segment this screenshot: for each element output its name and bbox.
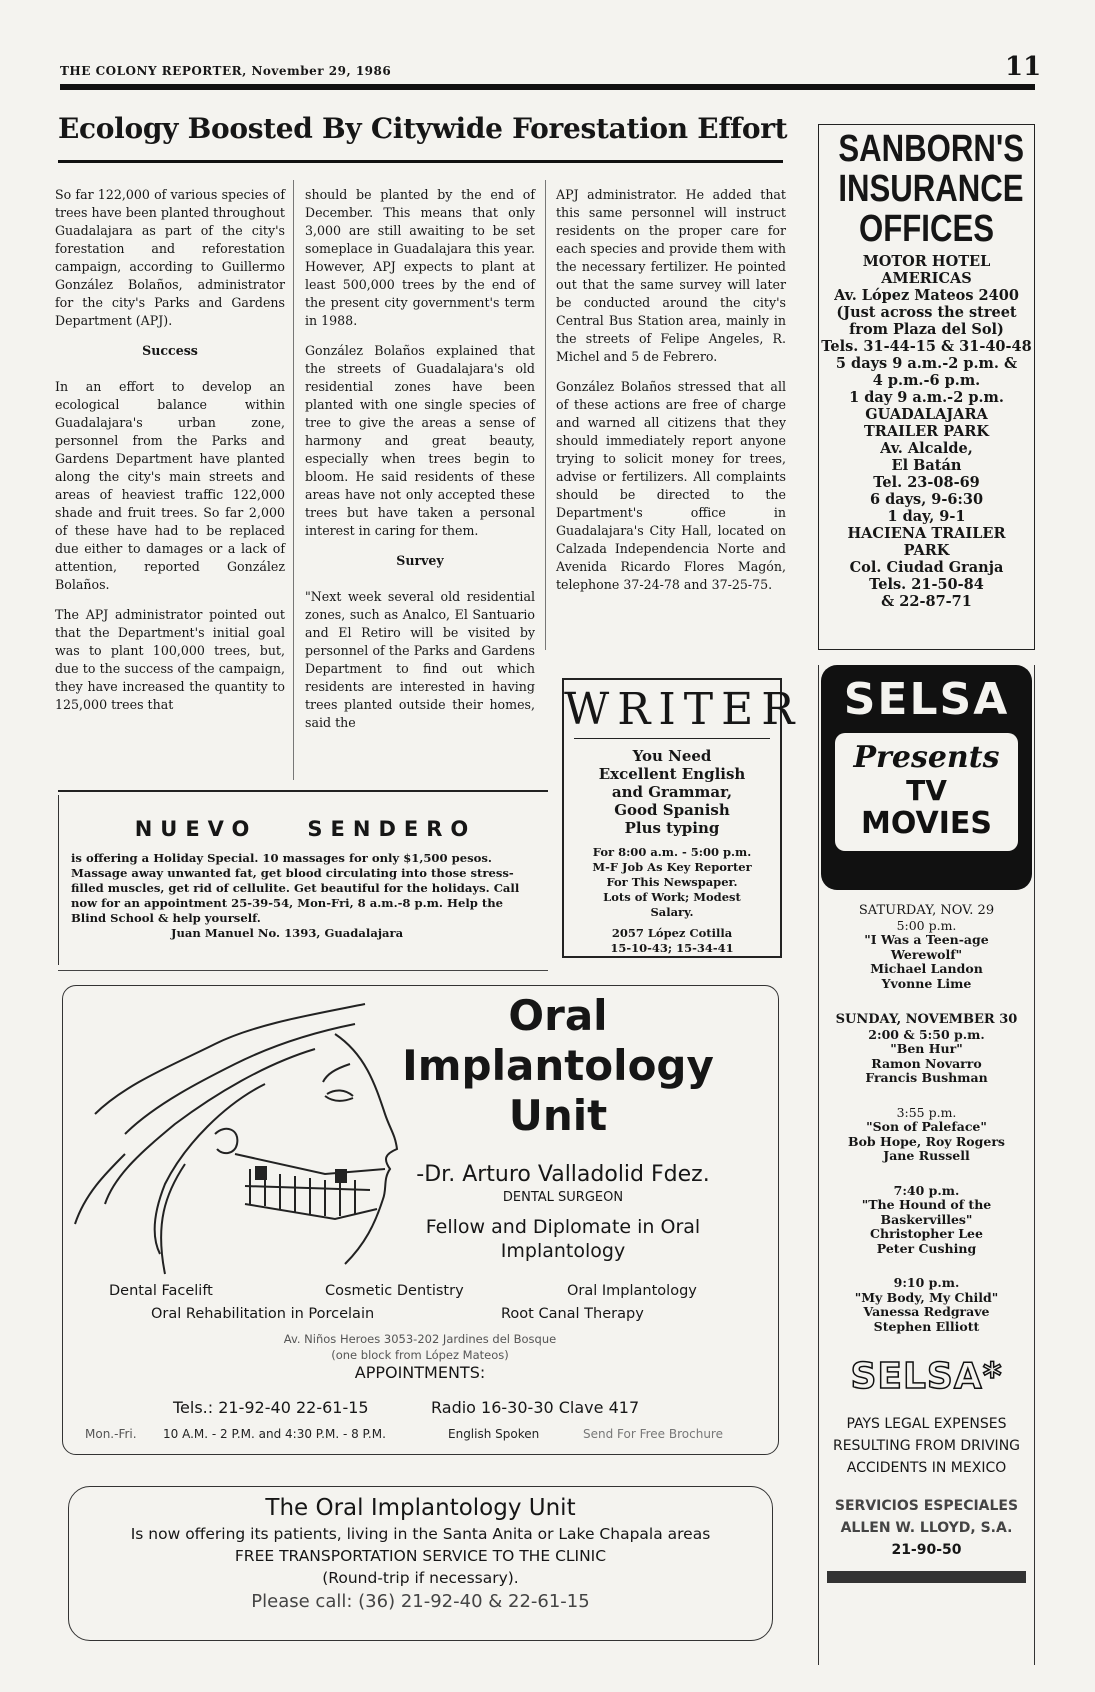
paragraph: González Bolaños stressed that all of these actions are free of charge and warned all citizens that they should immediately report anyone trying to solicit money for trees, advise or fertilizers. All complaints should be directed to the Department's office in Guadalajara's City Hall, located on Calzada Independencia Norte and Avenida Ricardo Flores Magón, telephone 37-24-78 and 37-25-75.: [556, 379, 786, 592]
sanborns-title: SANBORN'S: [838, 128, 1025, 170]
tv-cast: Stephen Elliott: [873, 1318, 980, 1334]
tv-time: 3:55 p.m.: [896, 1104, 957, 1120]
subhead-success: Success: [142, 343, 198, 358]
tv-cast: Francis Bushman: [865, 1070, 988, 1085]
paragraph: should be planted by the end of December. This means that only 3,000 are still awaiting to be set someplace in Guadalajara this year. However, APJ expects to plant at least 500,000 trees by the end of the present city government's term in 1988.: [305, 187, 535, 328]
article-headline: Ecology Boosted By Citywide Forestation Effort: [58, 112, 788, 145]
headline-rule: [58, 160, 783, 163]
service-item: Cosmetic Dentistry: [325, 1283, 464, 1299]
nuevo-sendero-ad: [58, 795, 548, 965]
oral-title: Oral: [508, 991, 608, 1040]
sanborns-title: OFFICES: [858, 208, 995, 250]
paragraph: APJ administrator. He added that this same personnel will instruct residents on the proper care for each species and provide them with the necessary fertilizer. He pointed out that the same survey will later be conducted around the city's Central Bus Station area, mainly in the streets of Felipe Angeles, R. Michel and 5 de Febrero.: [556, 187, 786, 364]
ad-line: 6 days, 9-6:30: [869, 491, 984, 508]
nuevo-body: is offering a Holiday Special. 10 massages for only $1,500 pesos. Massage away unwanted fat, get blood circulating into those stress-filled muscles, get rid of cellulite. Get beautiful for the holidays. Call now for an appointment 25-39-54, Mon-Fri, 8 a.m.-8 p.m. Help the Blind School & help yourself.: [71, 851, 520, 925]
selsa-logo: SELSA: [843, 674, 1010, 725]
oral-doctor-block: [373, 1161, 753, 1263]
ad-line: PARK: [903, 542, 950, 559]
article-column-3: [556, 186, 786, 606]
ad-line: 15-10-43; 15-34-41: [610, 941, 734, 955]
tv-date: SATURDAY, NOV. 29: [858, 903, 995, 918]
ad-line: from Plaza del Sol): [849, 321, 1004, 338]
ad-line: 5 days 9 a.m.-2 p.m. &: [835, 355, 1018, 372]
tv-cast: Yvonne Lime: [881, 975, 972, 991]
oral-contact-block: [63, 1331, 777, 1383]
ad-line: Av. Alcalde,: [880, 440, 973, 457]
nuevo-title: NUEVO: [134, 817, 258, 841]
nuevo-address: Juan Manuel No. 1393, Guadalajara: [171, 926, 404, 940]
oral-implantology-ad: [62, 985, 779, 1455]
divider: [574, 738, 770, 739]
tv-title: "I Was a Teen-age: [864, 932, 989, 947]
service-item: Oral Rehabilitation in Porcelain: [151, 1306, 375, 1322]
oral-address: (one block from López Mateos): [331, 1348, 509, 1362]
bottom-bar: [827, 1571, 1026, 1583]
tv-time: 5:00 p.m.: [896, 917, 957, 933]
sanborns-ad: [818, 124, 1035, 650]
subhead-survey: Survey: [396, 553, 444, 568]
ad-line: Tels. 21-50-84: [869, 576, 984, 593]
column-divider: [545, 180, 546, 650]
selsa-ad: [818, 665, 1035, 1665]
paragraph: González Bolaños explained that the streets of Guadalajara's old residential zones have been planted with one single species of tree to give the areas a sense of harmony and great beauty, especially when trees begin to bloom. He said residents of these areas have not only accepted these trees but have taken a personal interest in caring for them.: [305, 343, 535, 538]
tv-title: Baskervilles": [880, 1211, 973, 1227]
tv-cast: Michael Landon: [870, 961, 983, 976]
movies-text: MOVIES: [860, 806, 993, 841]
column-divider: [293, 180, 294, 780]
ad-line: Col. Ciudad Granja: [849, 559, 1004, 576]
nuevo-title: SENDERO: [307, 817, 477, 841]
nuevo-title-row: [71, 817, 540, 841]
brochure-note: Send For Free Brochure: [583, 1427, 723, 1441]
oral-hours: 10 A.M. - 2 P.M. and 4:30 P.M. - 8 P.M.: [163, 1427, 386, 1441]
english-spoken: English Spoken: [448, 1427, 540, 1441]
transport-title: The Oral Implantology Unit: [265, 1495, 576, 1521]
ad-line: M-F Job As Key Reporter: [592, 860, 752, 874]
tv-cast: Vanessa Redgrave: [863, 1304, 990, 1319]
paragraph: In an effort to develop an ecological balance within Guadalajara's urban zone, personnel from the Parks and Gardens Department have planted along the city's main streets and areas of heaviest traffic 122,000 shade and fruit trees. So far 2,000 of these have had to be replaced due either to damages or a lack of attention, reported González Bolaños.: [55, 379, 285, 592]
paragraph: So far 122,000 of various species of trees have been planted throughout Guadalajara as part of the city's forestation and reforestation campaign, according to Guillermo González Bolaños, administrator for the city's Parks and Gardens Department (APJ).: [55, 187, 285, 328]
paragraph: The APJ administrator pointed out that the Department's initial goal was to plant 100,000 trees, but, due to the success of the campaign, they have increased the quantity to 125,000 trees that: [55, 607, 285, 712]
ad-line: Tel. 23-08-69: [873, 474, 980, 491]
ad-line: For This Newspaper.: [606, 875, 738, 889]
ad-line: You Need: [632, 747, 712, 765]
oral-transport-ad: [68, 1486, 773, 1641]
ad-line: El Batán: [891, 457, 962, 474]
footer-line: ALLEN W. LLOYD, S.A.: [840, 1520, 1013, 1536]
ad-line: Plus typing: [624, 819, 720, 837]
ad-line: Av. López Mateos 2400: [834, 287, 1019, 304]
article-column-1: [55, 186, 285, 726]
newspaper-header: THE COLONY REPORTER, November 29, 1986: [60, 64, 392, 78]
tv-time: 9:10 p.m.: [893, 1275, 960, 1290]
doctor-role: DENTAL SURGEON: [502, 1190, 624, 1205]
header-rule: [60, 84, 1035, 90]
fellow-line: Implantology: [500, 1240, 626, 1262]
selsa-logo-outline: SELSA*: [850, 1356, 1003, 1397]
oral-title-block: [393, 991, 723, 1141]
transport-line: Is now offering its patients, living in the Santa Anita or Lake Chapala areas: [130, 1525, 711, 1543]
footer-line: 21-90-50: [891, 1542, 962, 1558]
tv-title: "The Hound of the: [861, 1197, 992, 1212]
tv-title: "Ben Hur": [890, 1041, 963, 1056]
footer-line: SERVICIOS ESPECIALES: [834, 1498, 1019, 1514]
oral-title: Implantology: [402, 1041, 714, 1090]
presents-text: Presents: [853, 740, 1000, 775]
oral-phones: Tels.: 21-92-40 22-61-15: [173, 1398, 369, 1417]
tv-cast: Peter Cushing: [876, 1240, 977, 1256]
tv-date: SUNDAY, NOVEMBER 30: [835, 1012, 1018, 1027]
tv-title: Werewolf": [890, 946, 963, 962]
tv-text: TV: [906, 774, 947, 807]
footer-line: RESULTING FROM DRIVING: [832, 1438, 1021, 1454]
tv-cast: Christopher Lee: [870, 1226, 983, 1241]
ad-line: Lots of Work; Modest: [603, 890, 741, 904]
ad-line: & 22-87-71: [881, 593, 972, 610]
transport-line: (Round-trip if necessary).: [322, 1569, 519, 1587]
ad-line: 1 day, 9-1: [887, 508, 966, 525]
ad-line: Excellent English: [598, 765, 746, 783]
writer-title: WRITER: [564, 684, 803, 735]
ad-line: 4 p.m.-6 p.m.: [872, 372, 981, 389]
tv-listing-sunday: [819, 1013, 1034, 1334]
tv-time: 7:40 p.m.: [893, 1182, 960, 1198]
appointments-label: APPOINTMENTS:: [354, 1363, 486, 1382]
footer-line: ACCIDENTS IN MEXICO: [846, 1460, 1007, 1476]
tv-cast: Jane Russell: [883, 1148, 970, 1163]
ad-line: 1 day 9 a.m.-2 p.m.: [849, 389, 1004, 406]
selsa-footer: [819, 1413, 1034, 1561]
ad-line: and Grammar,: [611, 783, 733, 801]
footer-line: PAYS LEGAL EXPENSES: [846, 1416, 1007, 1432]
article-column-2: [305, 186, 535, 744]
service-item: Dental Facelift: [109, 1283, 213, 1299]
tv-title: "My Body, My Child": [854, 1289, 999, 1305]
service-item: Root Canal Therapy: [501, 1306, 644, 1322]
tv-title: "Son of Paleface": [866, 1119, 987, 1134]
oral-hours-day: Mon.-Fri.: [85, 1427, 137, 1441]
writer-ad: [562, 678, 803, 958]
ad-line: Salary.: [650, 905, 694, 919]
sanborns-title: INSURANCE: [838, 168, 1024, 210]
tv-listing-saturday: [819, 904, 1034, 991]
ad-line: 2057 López Cotilla: [611, 926, 733, 940]
ad-line: TRAILER PARK: [864, 423, 989, 440]
ad-line: For 8:00 a.m. - 5:00 p.m.: [592, 845, 752, 859]
page-number: 11: [1005, 52, 1042, 82]
rule: [58, 790, 548, 792]
ad-line: AMERICAS: [881, 270, 972, 287]
transport-line: FREE TRANSPORTATION SERVICE TO THE CLINIC: [234, 1547, 607, 1565]
ad-line: HACIENA TRAILER: [847, 525, 1006, 542]
service-item: Oral Implantology: [567, 1283, 697, 1299]
transport-phone: Please call: (36) 21-92-40 & 22-61-15: [251, 1591, 590, 1612]
tv-cast: Ramon Novarro: [871, 1055, 982, 1071]
tv-cast: Bob Hope, Roy Rogers: [848, 1133, 1005, 1149]
ad-line: GUADALAJARA: [865, 406, 988, 423]
paragraph: "Next week several old residential zones, such as Analco, El Santuario and El Retiro will be visited by personnel of the Parks and Gardens Department to find out which residents are interested in having trees planted outside their homes, said the: [305, 589, 535, 730]
oral-address: Av. Niños Heroes 3053-202 Jardines del Bosque: [283, 1332, 557, 1346]
face-illustration-icon: [65, 994, 405, 1294]
ad-line: Good Spanish: [614, 801, 730, 819]
selsa-tv-inner: [835, 733, 1018, 851]
ad-line: MOTOR HOTEL: [862, 253, 991, 270]
ad-line: Tels. 31-44-15 & 31-40-48: [821, 338, 1032, 355]
ad-line: (Just across the street: [836, 304, 1017, 321]
doctor-name: -Dr. Arturo Valladolid Fdez.: [416, 1162, 710, 1187]
rule: [58, 970, 548, 971]
oral-title: Unit: [508, 1091, 608, 1140]
tv-time: 2:00 & 5:50 p.m.: [868, 1026, 985, 1042]
selsa-tv-banner: [821, 665, 1032, 890]
oral-radio: Radio 16-30-30 Clave 417: [431, 1398, 640, 1417]
fellow-line: Fellow and Diplomate in Oral: [425, 1216, 701, 1238]
